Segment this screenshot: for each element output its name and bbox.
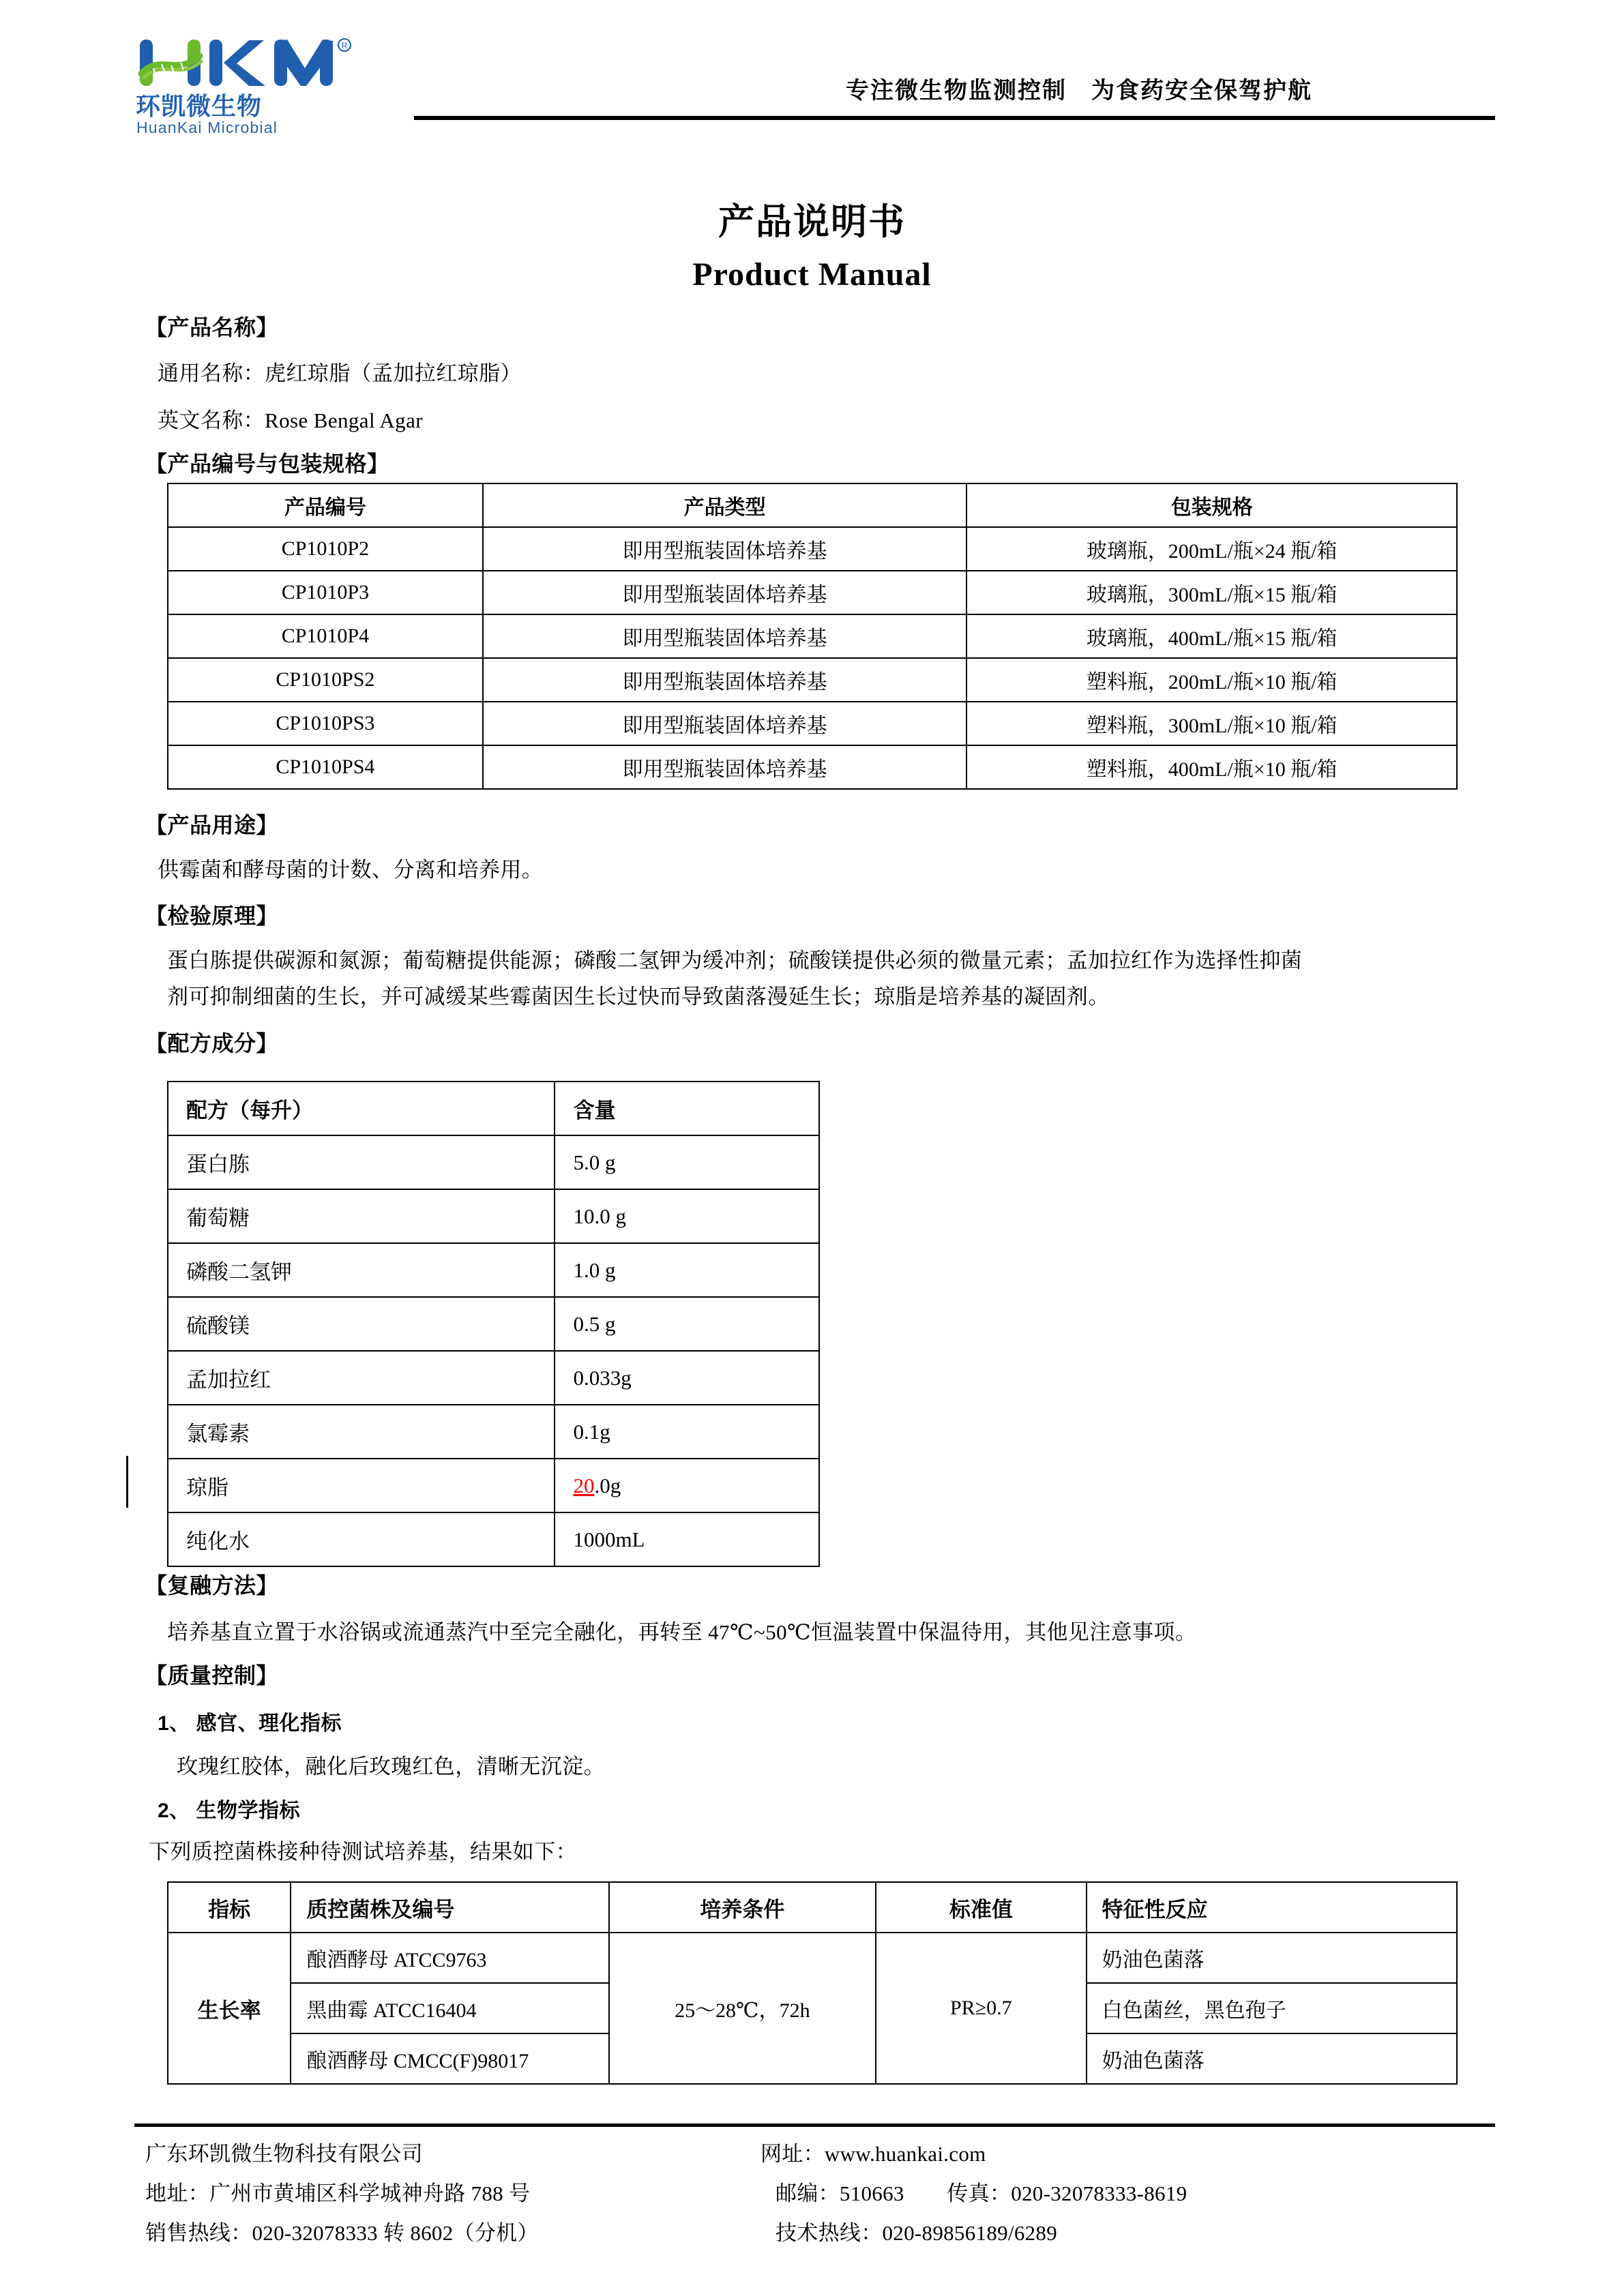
footer-tech-hotline: 技术热线：020-89856189/6289 — [776, 2221, 1058, 2245]
footer-website: 网址：www.huankai.com — [761, 2142, 986, 2166]
section-heading-principle: 【检验原理】 — [145, 904, 279, 928]
table-row — [168, 571, 1457, 614]
usage-text: 供霉菌和酵母菌的计数、分离和培养用。 — [158, 858, 544, 882]
table-row — [168, 1243, 819, 1297]
cell-product-code: CP1010P4 — [168, 614, 483, 658]
cell-strain: 黑曲霉 ATCC16404 — [291, 1983, 608, 2033]
cell-product-code: CP1010P2 — [168, 527, 483, 571]
cell-product-type: 即用型瓶装固体培养基 — [483, 527, 967, 571]
principle-text-line-2: 剂可抑制细菌的生长，并可减缓某些霉菌因生长过快而导致菌落漫延生长；琼脂是培养基的凝固剂。 — [167, 985, 1110, 1009]
cell-ingredient-name: 琼脂 — [168, 1459, 555, 1512]
cell-ingredient-amount-edited — [555, 1459, 819, 1512]
quality-control-table — [167, 1881, 1458, 2085]
table-row — [168, 745, 1457, 789]
cell-ingredient-name: 氯霉素 — [168, 1405, 555, 1459]
cell-product-code: CP1010P3 — [168, 571, 483, 614]
cell-product-type: 即用型瓶装固体培养基 — [483, 702, 967, 745]
col-header-packaging-spec: 包装规格 — [966, 483, 1457, 527]
table-row — [168, 1459, 819, 1512]
cell-characteristic-reaction: 奶油色菌落 — [1087, 2033, 1457, 2084]
table-row — [168, 614, 1457, 658]
table-row — [168, 1189, 819, 1243]
cell-packaging-spec: 玻璃瓶，400mL/瓶×15 瓶/箱 — [966, 614, 1457, 658]
subsection-heading-sensory: 1、 感官、理化指标 — [158, 1712, 342, 1735]
col-header-amount: 含量 — [555, 1082, 819, 1135]
section-heading-formula: 【配方成分】 — [145, 1031, 279, 1056]
cell-ingredient-name: 孟加拉红 — [168, 1351, 555, 1405]
table-row — [168, 1135, 819, 1189]
cell-ingredient-name: 硫酸镁 — [168, 1297, 555, 1351]
page-title-chinese: 产品说明书 — [718, 202, 906, 242]
footer-address: 地址：广州市黄埔区科学城神舟路 788 号 — [145, 2181, 531, 2205]
col-header-standard: 标准值 — [876, 1882, 1086, 1933]
page-title-english: Product Manual — [692, 256, 932, 293]
col-header-product-type: 产品类型 — [483, 483, 967, 527]
subsection-heading-biological: 2、 生物学指标 — [158, 1800, 301, 1822]
cell-ingredient-amount: 10.0 g — [555, 1189, 819, 1243]
section-heading-quality-control: 【质量控制】 — [145, 1663, 279, 1688]
cell-standard-value: PR≥0.7 — [876, 1933, 1086, 2084]
col-header-strain: 质控菌株及编号 — [291, 1882, 608, 1933]
cell-product-code: CP1010PS3 — [168, 702, 483, 745]
table-row — [168, 1512, 819, 1566]
logo-chinese-name: 环凯微生物 — [136, 92, 263, 120]
cell-packaging-spec: 塑料瓶，400mL/瓶×10 瓶/箱 — [966, 745, 1457, 789]
cell-product-type: 即用型瓶装固体培养基 — [483, 614, 967, 658]
cell-ingredient-name: 蛋白胨 — [168, 1135, 555, 1189]
table-row — [168, 1297, 819, 1351]
section-heading-usage: 【产品用途】 — [145, 813, 279, 837]
table-row — [168, 1405, 819, 1459]
cell-ingredient-amount: 0.5 g — [555, 1297, 819, 1351]
cell-ingredient-name: 葡萄糖 — [168, 1189, 555, 1243]
cell-packaging-spec: 塑料瓶，300mL/瓶×10 瓶/箱 — [966, 702, 1457, 745]
cell-indicator-growth-rate: 生长率 — [168, 1933, 291, 2084]
generic-name-line: 通用名称：虎红琼脂（孟加拉红琼脂） — [158, 361, 522, 385]
page-header — [0, 0, 1624, 136]
cell-packaging-spec: 玻璃瓶，300mL/瓶×15 瓶/箱 — [966, 571, 1457, 614]
cell-ingredient-amount: 5.0 g — [555, 1135, 819, 1189]
table-row — [168, 702, 1457, 745]
product-spec-table — [167, 483, 1458, 790]
cell-ingredient-name: 磷酸二氢钾 — [168, 1243, 555, 1297]
col-header-formula-per-liter: 配方（每升） — [168, 1082, 555, 1135]
svg-text:R: R — [341, 41, 348, 50]
logo-english-name: HuanKai Microbial — [136, 119, 278, 136]
remelt-text: 培养基直立置于水浴锅或流通蒸汽中至完全融化，再转至 47℃~50℃恒温装置中保温待用，其他见注意事项。 — [167, 1620, 1197, 1644]
revision-change-bar — [126, 1456, 128, 1508]
cell-ingredient-amount: 1.0 g — [555, 1243, 819, 1297]
col-header-product-code: 产品编号 — [168, 483, 483, 527]
footer-postcode-fax: 邮编：510663 传真：020-32078333-8619 — [776, 2181, 1187, 2205]
col-header-condition: 培养条件 — [609, 1882, 876, 1933]
biological-intro-text: 下列质控菌株接种待测试培养基，结果如下： — [149, 1840, 577, 1864]
english-name-line: 英文名称：Rose Bengal Agar — [158, 408, 423, 432]
cell-ingredient-amount: 0.1g — [555, 1405, 819, 1459]
section-heading-codes-specs: 【产品编号与包装规格】 — [145, 451, 389, 476]
table-header-row — [168, 1082, 819, 1135]
edited-value-agar: 20 — [573, 1473, 595, 1497]
footer-sales-hotline: 销售热线：020-32078333 转 8602（分机） — [145, 2221, 539, 2245]
cell-strain: 酿酒酵母 ATCC9763 — [291, 1933, 608, 1983]
cell-culture-condition: 25～28℃，72h — [609, 1933, 876, 2084]
cell-product-type: 即用型瓶装固体培养基 — [483, 745, 967, 789]
cell-ingredient-amount: 0.033g — [555, 1351, 819, 1405]
cell-ingredient-amount: 1000mL — [555, 1512, 819, 1566]
cell-ingredient-name: 纯化水 — [168, 1512, 555, 1566]
value-suffix-agar: .0g — [594, 1473, 621, 1497]
col-header-indicator: 指标 — [168, 1882, 291, 1933]
header-divider — [414, 116, 1495, 120]
cell-product-type: 即用型瓶装固体培养基 — [483, 658, 967, 702]
cell-packaging-spec: 塑料瓶，200mL/瓶×10 瓶/箱 — [966, 658, 1457, 702]
footer-company-name: 广东环凯微生物科技有限公司 — [145, 2142, 423, 2166]
table-row — [168, 658, 1457, 702]
table-row — [168, 1933, 1457, 1983]
cell-product-code: CP1010PS4 — [168, 745, 483, 789]
table-row — [168, 1351, 819, 1405]
company-logo — [134, 35, 421, 136]
table-header-row — [168, 1882, 1457, 1933]
cell-characteristic-reaction: 奶油色菌落 — [1087, 1933, 1457, 1983]
cell-strain: 酿酒酵母 CMCC(F)98017 — [291, 2033, 608, 2084]
sensory-text: 玫瑰红胶体，融化后玫瑰红色，清晰无沉淀。 — [177, 1755, 605, 1778]
table-header-row — [168, 483, 1457, 527]
formula-composition-table — [167, 1081, 820, 1567]
cell-characteristic-reaction: 白色菌丝，黑色孢子 — [1087, 1983, 1457, 2033]
section-heading-product-name: 【产品名称】 — [145, 315, 279, 340]
hkm-logo-icon — [134, 35, 407, 90]
principle-text-line-1: 蛋白胨提供碳源和氮源；葡萄糖提供能源；磷酸二氢钾为缓冲剂；硫酸镁提供必须的微量元素；孟加拉红作为选择性抑菌 — [167, 949, 1303, 972]
cell-product-code: CP1010PS2 — [168, 658, 483, 702]
cell-product-type: 即用型瓶装固体培养基 — [483, 571, 967, 614]
cell-packaging-spec: 玻璃瓶，200mL/瓶×24 瓶/箱 — [966, 527, 1457, 571]
section-heading-remelt: 【复融方法】 — [145, 1573, 279, 1598]
footer-divider — [134, 2123, 1495, 2127]
col-header-reaction: 特征性反应 — [1087, 1882, 1457, 1933]
header-slogan: 专注微生物监测控制 为食药安全保驾护航 — [846, 78, 1312, 104]
table-row — [168, 527, 1457, 571]
